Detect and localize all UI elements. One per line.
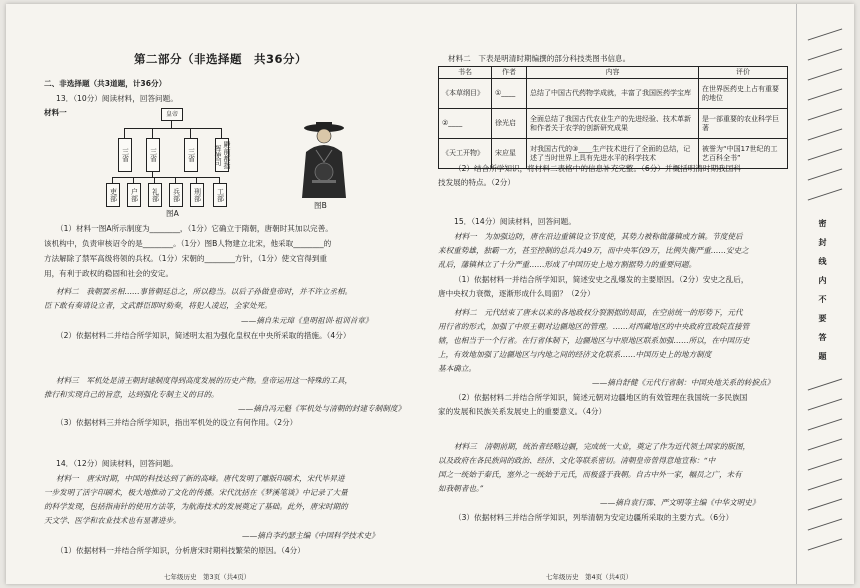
tech-books-table bbox=[438, 66, 788, 169]
table-cell: 《天工开物》 bbox=[439, 139, 492, 169]
chart-dept-gongbu: 工部 bbox=[213, 183, 227, 207]
chart-mid-box-1: 三省 bbox=[118, 138, 132, 172]
q13-1-line3: 方法解除了禁军高级将领的兵权。（1分）宋朝的________方针，（1分）使文官得到重 bbox=[44, 254, 328, 263]
q14-1-question: （1）依据材料一并结合所学知识，分析唐宋时期科技繁荣的原因。（4分） bbox=[56, 546, 305, 555]
chart-mid-box-4: 殿前都指挥使司 bbox=[215, 138, 229, 172]
table-cell: 《本草纲目》 bbox=[439, 79, 492, 109]
table-cell: ①____ bbox=[492, 79, 527, 109]
table-header-cell: 书名 bbox=[439, 67, 492, 79]
fig-b-caption: 图B bbox=[314, 201, 327, 210]
q15-2-line2: 家的发展和民族关系发展史上的重要意义。（4分） bbox=[438, 407, 607, 416]
q13-3-question: （3）依据材料三并结合所学知识，指出军机处的设立有何作用。（2分） bbox=[56, 418, 298, 427]
q13-material1-label: 材料一 bbox=[44, 108, 67, 117]
q15-m2-line5: 基本确立。 bbox=[438, 364, 476, 373]
q15-m2-source: ——摘自舒健《元代行省制：中国央地关系的转捩点》 bbox=[592, 378, 775, 387]
q14-m1-source: ——摘自李约瑟主编《中国科学技术史》 bbox=[242, 531, 379, 540]
part-title: 第二部分（非选择题 共36分） bbox=[134, 52, 308, 66]
table-cell: ②____ bbox=[439, 109, 492, 139]
q15-2-line1: （2）依据材料二并结合所学知识，简述元朝对边疆地区的有效管理在我国统一多民族国 bbox=[454, 393, 748, 402]
emperor-portrait-image bbox=[294, 116, 354, 201]
q15-m2-line1: 材料二 元代结束了唐末以来的各地政权分裂割据的局面，在空前统一的形势下，元代 bbox=[454, 308, 743, 317]
table-cell: 总结了中国古代药物学成就，丰富了我国医药学宝库 bbox=[527, 79, 699, 109]
table-row bbox=[439, 109, 788, 139]
q15-m1-line1: 材料一 为加强边防，唐在沿边重镇设立节度使，其势力被称做藩镇或方镇。节度使后 bbox=[454, 232, 743, 241]
q14-heading: 14．（12分）阅读材料，回答问题。 bbox=[56, 459, 178, 468]
q13-1-line1: （1）材料一图A所示制度为________，（1分）它确立于隋朝，唐朝时其加以完善。 bbox=[56, 224, 333, 233]
q13-m3-line2: 推行和实现自己的旨意，达到强化专制主义的目的。 bbox=[44, 390, 219, 399]
table-cell: 徐光启 bbox=[492, 109, 527, 139]
table-cell: 被誉为“中国17世纪的工艺百科全书” bbox=[699, 139, 788, 169]
table-header-row bbox=[439, 67, 788, 79]
q13-heading: 13．（10分）阅读材料，回答问题。 bbox=[56, 94, 178, 103]
chart-dept-hubu: 户部 bbox=[127, 183, 141, 207]
q15-1-line2: 唐中央权力衰微，逐渐形成什么局面？（2分） bbox=[438, 289, 595, 298]
chart-mid-box-2: 三省 bbox=[146, 138, 160, 172]
q15-m3-line4: 如我朝者也。” bbox=[438, 484, 484, 493]
q15-m3-line2: 以及政府在各民族间的政治、经济、文化等联系密切。清朝皇帝曾得意地宣称：“中 bbox=[438, 456, 716, 465]
chart-dept-libu2: 礼部 bbox=[148, 183, 162, 207]
q15-m2-line4: 上，有效地加强了边疆地区与内地之间的经济文化联系……中国历史上的地方制度 bbox=[438, 350, 712, 359]
q15-m2-line2: 用行省的形式，加强了中原王朝对边疆地区的管理。……对西藏地区的中央政府宣政院直接管 bbox=[438, 322, 750, 331]
q13-2-question: （2）依据材料二并结合所学知识，简述明太祖为强化皇权在中央所采取的措施。（4分） bbox=[56, 331, 351, 340]
table-header-cell: 作者 bbox=[492, 67, 527, 79]
table-cell: 全面总结了我国古代农业生产的先进经验、技术革新和作者关于农学的创新研究成果 bbox=[527, 109, 699, 139]
q15-3-question: （3）依据材料三并结合所学知识，列举清朝为安定边疆所采取的主要方式。（6分） bbox=[454, 513, 734, 522]
fig-a-caption: 图A bbox=[166, 209, 179, 218]
chart-dept-libu: 吏部 bbox=[106, 183, 120, 207]
table-cell: 是一部重要的农业科学巨著 bbox=[699, 109, 788, 139]
q13-m2-source: ——摘自朱元璋《皇明祖训·祖训首章》 bbox=[241, 316, 373, 325]
q15-m3-source: ——摘自袁行霈、严文明等主编《中华文明史》 bbox=[600, 498, 760, 507]
page-4-footer: 七年级历史 第4页（共4页） bbox=[546, 573, 633, 581]
table-cell: 对我国古代的③____生产技术进行了全面的总结，记述了当时世界上具有先进水平的科学技术 bbox=[527, 139, 699, 169]
q15-m1-line3: 乱后，藩镇林立了十分严重……形成了中国历史上地方割据势力的重要问题。 bbox=[438, 260, 697, 269]
chart-mid-box-3: 三省 bbox=[184, 138, 198, 172]
page-4 bbox=[426, 4, 794, 584]
table-header-cell: 评价 bbox=[699, 67, 788, 79]
page-3-footer: 七年级历史 第3页（共4页） bbox=[164, 573, 251, 581]
table-row bbox=[439, 79, 788, 109]
q13-1-line4: 用，有利于政权的稳固和社会的安定。 bbox=[44, 269, 174, 278]
q14-m1-line2: 一步发明了活字印刷术，极大地推动了文化的传播。宋代沈括在《梦溪笔谈》中记录了大量 bbox=[44, 488, 348, 497]
q14-m2-intro: 材料二 下表是明清时期编撰的部分科技类图书信息。 bbox=[448, 54, 631, 63]
table-header-cell: 内容 bbox=[527, 67, 699, 79]
q14-2-line1: （2）结合所学知识，将材料二表格中的信息补充完整。（6分）并概括明清时期我国科 bbox=[454, 164, 741, 173]
q13-1-line2: 该机构中，负责审核诏令的是________。（1分）图B人物建立北宋，他采取________的 bbox=[44, 239, 332, 248]
chart-dept-bingbu: 兵部 bbox=[169, 183, 183, 207]
q13-m2-line1: 材料二 我朝罢丞相……事皆朝廷总之，所以稳当。以后子孙做皇帝时，并不许立丞相。 bbox=[56, 287, 353, 296]
q15-m3-line3: 国之一统始于秦氏，塞外之一统始于元氏，而极盛于我朝。自古中外一家，幅员之广，未有 bbox=[438, 470, 742, 479]
table-cell: 在世界医药史上占有重要的地位 bbox=[699, 79, 788, 109]
chart-root-box: 皇帝 bbox=[161, 108, 183, 121]
binding-warning-text: 密封线内不要答题 bbox=[818, 219, 827, 371]
exam-sheet bbox=[6, 4, 854, 584]
q14-2-line2: 技发展的特点。（2分） bbox=[438, 178, 515, 187]
q15-m2-line3: 辖，也相当于一个行省。在行省体制下，边疆地区与中原地区联系加强……所以，在中国历史 bbox=[438, 336, 750, 345]
q15-m1-line2: 来权重势雄，独霸一方，甚至控制的总兵力49万，而中央军仅9万，比例失衡严重……安史之 bbox=[438, 246, 749, 255]
q15-m3-line1: 材料三 清朝前期，统治者经略边疆，完成统一大业，奠定了作为近代领土国家的版图， bbox=[454, 442, 751, 451]
q13-m2-line2: 臣下敢有奏请设立者，文武群臣即时劾奏，将犯人凌迟，全家处死。 bbox=[44, 301, 272, 310]
q15-heading: 15．（14分）阅读材料，回答问题。 bbox=[454, 217, 576, 226]
q13-m3-source: ——摘自冯元魁《军机处与清朝的封建专制制度》 bbox=[238, 404, 406, 413]
page-3 bbox=[6, 4, 416, 584]
q14-m1-line3: 的科学发现，包括指南针的使用方法等，为航海技术的发展奠定了基础。此外，唐宋时期的 bbox=[44, 502, 348, 511]
chart-dept-xingbu: 刑部 bbox=[190, 183, 204, 207]
section-heading: 二、非选择题（共3道题，计36分） bbox=[44, 79, 167, 88]
q14-m1-line4: 天文学、医学和农业技术也有显著进步。 bbox=[44, 516, 181, 525]
binding-strip bbox=[796, 4, 855, 584]
q13-m3-line1: 材料三 军机处是清王朝封建制度得到高度发展的历史产物。皇帝运用这一特殊的工具， bbox=[56, 376, 353, 385]
q15-1-line1: （1）依据材料一并结合所学知识，简述安史之乱爆发的主要原因。（2分）安史之乱后， bbox=[454, 275, 749, 284]
table-cell: 宋应星 bbox=[492, 139, 527, 169]
q14-m1-line1: 材料一 唐宋时期，中国的科技达到了新的高峰。唐代发明了雕版印刷术，宋代毕昇进 bbox=[56, 474, 345, 483]
